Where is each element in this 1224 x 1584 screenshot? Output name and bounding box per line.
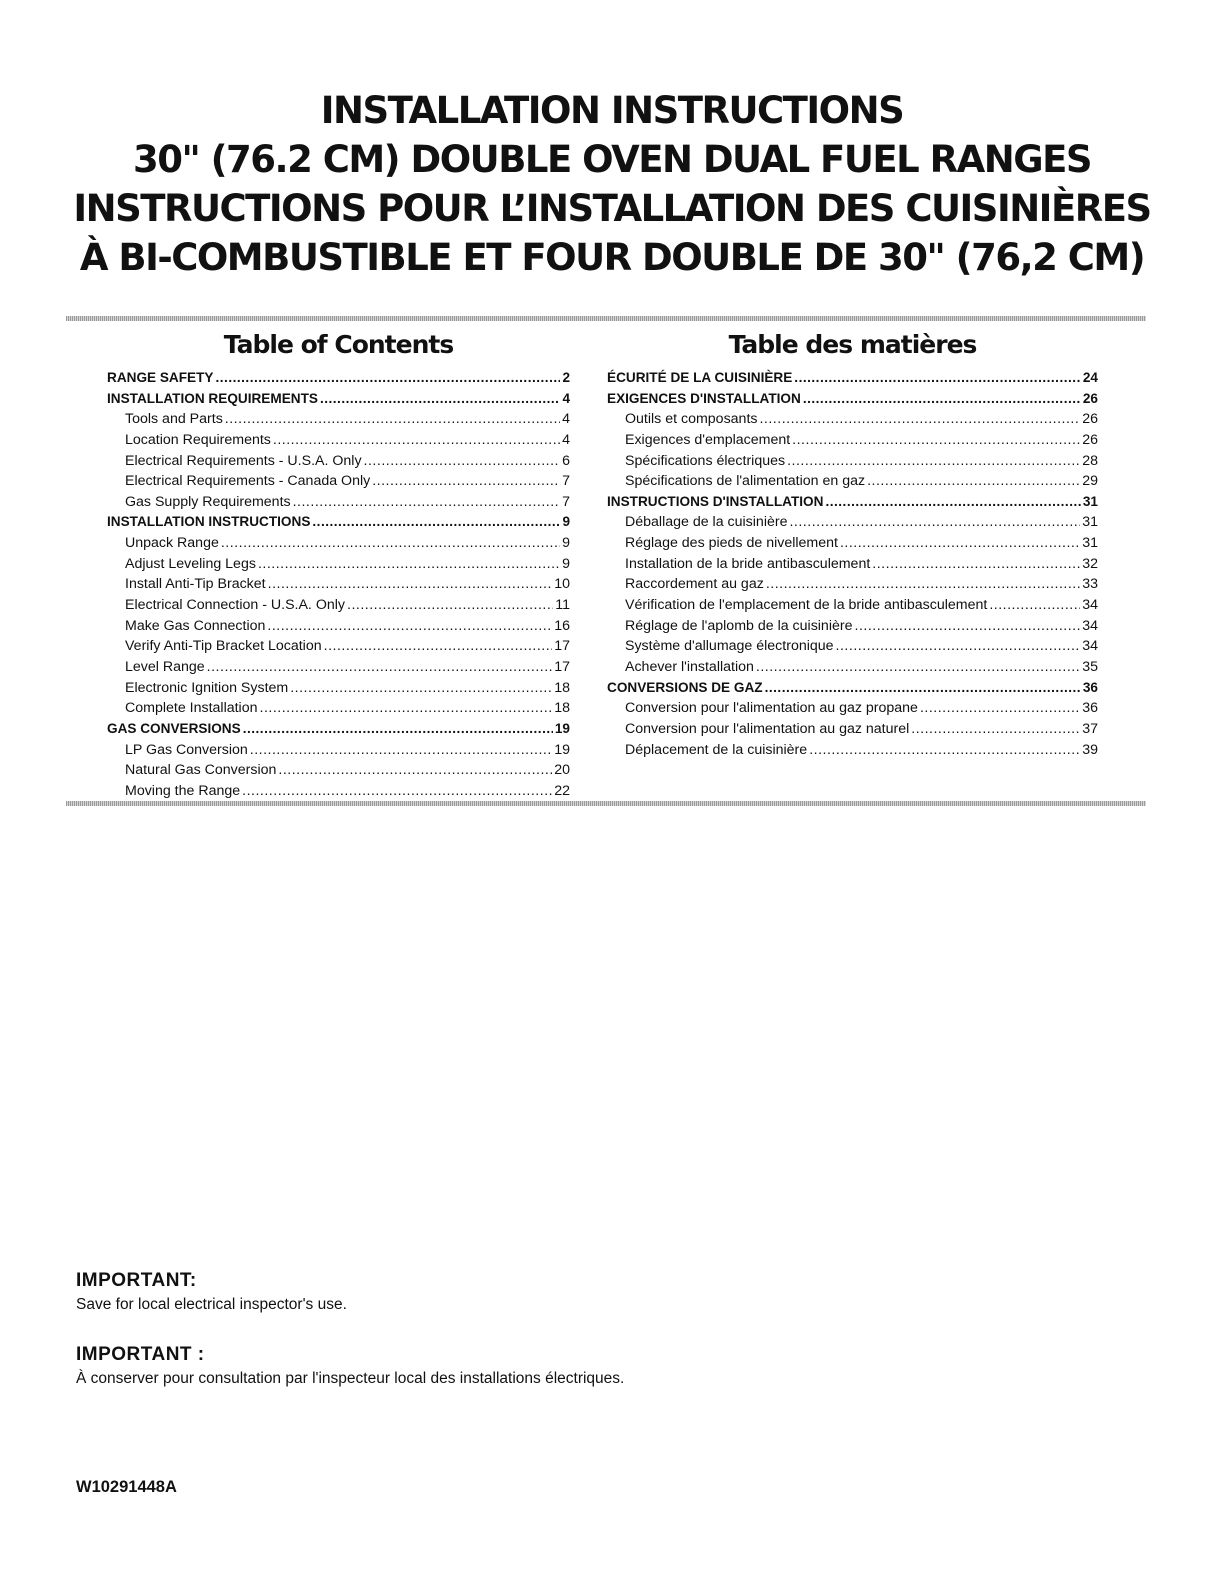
dot-leader [756, 657, 1080, 678]
toc-entry [107, 616, 570, 637]
dot-leader [258, 554, 560, 575]
toc-entry-label: Réglage de l'aplomb de la cuisinière [625, 617, 853, 634]
toc-entry [107, 492, 570, 513]
toc-entry-label: Déballage de la cuisinière [625, 514, 788, 531]
toc-entry-page: 37 [1082, 720, 1098, 737]
toc-entry [107, 430, 570, 451]
toc-entries-en [107, 368, 570, 801]
dot-leader [825, 492, 1080, 513]
dot-leader [278, 760, 552, 781]
toc-entry [607, 533, 1098, 554]
dot-leader [347, 595, 553, 616]
toc-entry-label: Unpack Range [125, 535, 219, 552]
toc-entry-label: Conversion pour l'alimentation au gaz propane [625, 700, 918, 717]
toc-entry-page: 17 [554, 658, 570, 675]
dot-leader [920, 698, 1080, 719]
toc-entry-page: 19 [554, 741, 570, 758]
dot-leader [372, 471, 560, 492]
toc-entry [607, 471, 1098, 492]
toc-section-entry [607, 389, 1098, 410]
toc-title-en: Table of Contents [223, 330, 454, 359]
toc-section-entry [607, 492, 1098, 513]
title-line: 30" (76.2 CM) DOUBLE OVEN DUAL FUEL RANGES [132, 138, 1091, 181]
dot-leader [268, 574, 553, 595]
toc-entry-page: 35 [1082, 658, 1098, 675]
toc-section-entry [107, 368, 570, 389]
bottom-divider [66, 801, 1146, 806]
dot-leader [364, 451, 561, 472]
toc-entry-page: 32 [1082, 555, 1098, 572]
toc-entry-label: INSTRUCTIONS D'INSTALLATION [607, 493, 824, 509]
toc-entry [107, 698, 570, 719]
dot-leader [872, 554, 1080, 575]
top-divider [66, 316, 1146, 321]
toc-entry-page: 26 [1082, 411, 1098, 428]
toc-entry [107, 781, 570, 802]
toc-entry-label: CONVERSIONS DE GAZ [607, 679, 763, 695]
toc-entry-page: 29 [1082, 473, 1098, 490]
toc-entry-label: Install Anti-Tip Bracket [125, 576, 266, 593]
dot-leader [794, 368, 1081, 389]
toc-entry-label: LP Gas Conversion [125, 741, 248, 758]
toc-entry-label: Electrical Connection - U.S.A. Only [125, 597, 345, 614]
title-line: À BI-COMBUSTIBLE ET FOUR DOUBLE DE 30" (76,2 CM) [79, 236, 1145, 279]
toc-entry-page: 18 [554, 679, 570, 696]
toc-entry-label: Level Range [125, 658, 205, 675]
dot-leader [225, 409, 560, 430]
toc-entry [607, 430, 1098, 451]
toc-entry-page: 31 [1082, 493, 1098, 509]
toc-entry-label: Electrical Requirements - U.S.A. Only [125, 452, 362, 469]
toc-entry [607, 512, 1098, 533]
toc-entry-page: 36 [1082, 700, 1098, 717]
dot-leader [911, 719, 1080, 740]
toc-entry-page: 20 [554, 762, 570, 779]
toc-entry-label: Gas Supply Requirements [125, 493, 291, 510]
toc-entry-label: Outils et composants [625, 411, 758, 428]
important-note-en [76, 1269, 347, 1315]
toc-entry-page: 6 [562, 452, 570, 469]
toc-entry [107, 409, 570, 430]
toc-entry-page: 34 [1082, 638, 1098, 655]
dot-leader [312, 512, 560, 533]
toc-entry [107, 574, 570, 595]
dot-leader [250, 740, 552, 761]
toc-entry-page: 4 [562, 411, 570, 428]
toc-entry [607, 740, 1098, 761]
dot-leader [260, 698, 553, 719]
toc-entries-fr [607, 368, 1098, 760]
toc-entry-page: 11 [555, 597, 570, 614]
dot-leader [243, 719, 553, 740]
toc-section-entry [107, 512, 570, 533]
dot-leader [855, 616, 1081, 637]
toc-entry-page: 33 [1082, 576, 1098, 593]
toc-entry-label: Spécifications électriques [625, 452, 786, 469]
dot-leader [989, 595, 1080, 616]
toc-entry-label: Natural Gas Conversion [125, 762, 277, 779]
toc-entry-page: 26 [1082, 431, 1098, 448]
toc-entry-label: Conversion pour l'alimentation au gaz naturel [625, 720, 910, 737]
toc-entry-label: Make Gas Connection [125, 617, 266, 634]
toc-entry-label: Adjust Leveling Legs [125, 555, 256, 572]
table-of-contents-fr [607, 332, 1098, 760]
toc-entry-label: Exigences d'emplacement [625, 431, 791, 448]
toc-entry [107, 636, 570, 657]
toc-entry-label: INSTALLATION REQUIREMENTS [107, 390, 318, 406]
toc-entry-page: 36 [1082, 679, 1098, 695]
toc-entry-page: 22 [554, 782, 570, 799]
document-title [40, 86, 1184, 282]
toc-entry-page: 9 [562, 535, 570, 552]
toc-section-entry [107, 719, 570, 740]
dot-leader [789, 512, 1080, 533]
important-text: Save for local electrical inspector's use. [76, 1296, 347, 1313]
toc-entry [607, 698, 1098, 719]
toc-entry-page: 19 [554, 720, 570, 736]
dot-leader [267, 616, 552, 637]
toc-entry-page: 4 [562, 431, 570, 448]
important-heading: IMPORTANT: [76, 1270, 197, 1291]
toc-entry-label: INSTALLATION INSTRUCTIONS [107, 514, 311, 530]
dot-leader [836, 636, 1081, 657]
toc-entry-page: 34 [1082, 597, 1098, 614]
toc-entry [107, 554, 570, 575]
dot-leader [324, 636, 553, 657]
toc-entry [607, 595, 1098, 616]
toc-entry-page: 18 [554, 700, 570, 717]
toc-entry [607, 657, 1098, 678]
toc-section-entry [107, 389, 570, 410]
toc-entry-label: Achever l'installation [625, 658, 754, 675]
toc-entry-page: 7 [562, 473, 570, 490]
dot-leader [293, 492, 561, 513]
toc-entry [607, 616, 1098, 637]
toc-entry-page: 39 [1082, 741, 1098, 758]
dot-leader [787, 451, 1080, 472]
toc-entry-label: Moving the Range [125, 782, 241, 799]
toc-entry-page: 9 [562, 514, 570, 530]
dot-leader [216, 368, 561, 389]
toc-entry [107, 471, 570, 492]
important-text: À conserver pour consultation par l'inspecteur local des installations électriques. [76, 1370, 625, 1387]
toc-entry-label: Réglage des pieds de nivellement [625, 535, 838, 552]
toc-title-fr: Table des matières [728, 330, 977, 359]
toc-entry-label: Raccordement au gaz [625, 576, 764, 593]
toc-entry-label: Location Requirements [125, 431, 271, 448]
toc-entry-page: 9 [562, 555, 570, 572]
toc-entry [607, 554, 1098, 575]
toc-entry-label: Electronic Ignition System [125, 679, 289, 696]
toc-entry-label: Déplacement de la cuisinière [625, 741, 808, 758]
toc-entry-page: 17 [554, 638, 570, 655]
toc-entry [607, 574, 1098, 595]
toc-entry-label: Système d'allumage électronique [625, 638, 834, 655]
dot-leader [207, 657, 553, 678]
toc-entry [107, 533, 570, 554]
toc-entry-page: 10 [554, 576, 570, 593]
toc-entry-page: 26 [1082, 390, 1098, 406]
toc-entry-label: Complete Installation [125, 700, 258, 717]
document-number: W10291448A [76, 1478, 177, 1496]
toc-entry-page: 34 [1082, 617, 1098, 634]
toc-entry-label: EXIGENCES D'INSTALLATION [607, 390, 801, 406]
toc-section-entry [607, 678, 1098, 699]
toc-entry [107, 451, 570, 472]
important-note-fr [76, 1343, 624, 1389]
toc-entry-page: 31 [1082, 514, 1098, 531]
toc-entry [107, 657, 570, 678]
title-line: INSTRUCTIONS POUR L’INSTALLATION DES CUISINIÈRES [73, 187, 1151, 230]
toc-entry [607, 451, 1098, 472]
toc-entry-label: Vérification de l'emplacement de la bride antibasculement [625, 597, 988, 614]
toc-entry-label: Installation de la bride antibasculement [625, 555, 871, 572]
toc-entry-page: 4 [562, 390, 570, 406]
dot-leader [792, 430, 1080, 451]
toc-entry-label: RANGE SAFETY [107, 370, 214, 385]
toc-entry-label: Spécifications de l'alimentation en gaz [625, 473, 866, 490]
toc-entry [107, 595, 570, 616]
toc-entry [107, 760, 570, 781]
toc-entry-page: 16 [554, 617, 570, 634]
toc-entry-label: Electrical Requirements - Canada Only [125, 473, 371, 490]
dot-leader [867, 471, 1080, 492]
important-heading: IMPORTANT : [76, 1344, 205, 1365]
toc-entry [607, 409, 1098, 430]
dot-leader [759, 409, 1080, 430]
toc-entry-label: GAS CONVERSIONS [107, 720, 241, 736]
toc-entry [607, 636, 1098, 657]
dot-leader [766, 574, 1080, 595]
toc-entry-label: Verify Anti-Tip Bracket Location [125, 638, 322, 655]
toc-entry-page: 24 [1082, 370, 1098, 385]
dot-leader [803, 389, 1081, 410]
dot-leader [840, 533, 1080, 554]
dot-leader [221, 533, 560, 554]
dot-leader [809, 740, 1080, 761]
toc-entry-label: ÉCURITÉ DE LA CUISINIÈRE [607, 370, 793, 385]
toc-entry [107, 678, 570, 699]
toc-entry-page: 2 [562, 370, 570, 385]
dot-leader [242, 781, 552, 802]
toc-entry-label: Tools and Parts [125, 411, 223, 428]
table-of-contents-en [107, 332, 570, 801]
toc-entry-page: 28 [1082, 452, 1098, 469]
toc-entry [107, 740, 570, 761]
toc-entry-page: 31 [1082, 535, 1098, 552]
title-line: INSTALLATION INSTRUCTIONS [320, 89, 904, 132]
toc-entry [607, 719, 1098, 740]
dot-leader [765, 678, 1081, 699]
dot-leader [290, 678, 552, 699]
dot-leader [320, 389, 560, 410]
dot-leader [273, 430, 560, 451]
toc-entry-page: 7 [562, 493, 570, 510]
toc-section-entry [607, 368, 1098, 389]
